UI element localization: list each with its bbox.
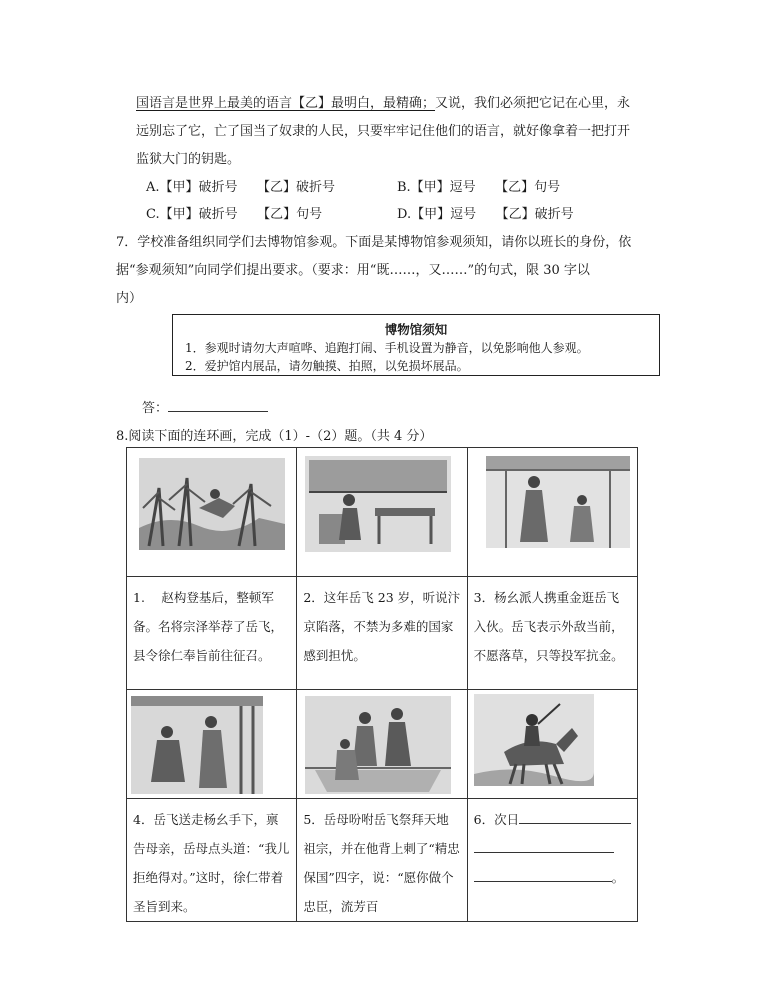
passage-line-3: 监狱大门的钥匙。 [136,152,241,167]
answer-blank[interactable] [168,411,268,412]
comic-cell-image-4 [127,690,297,799]
q7-line-1: 7．学校准备组织同学们去博物馆参观。下面是某博物馆参观须知，请你以班长的身份，依 [116,235,632,250]
option-b: B.【甲】逗号 【乙】句号 [397,180,561,195]
q7-line-2: 据“参观须知”向同学们提出要求。（要求：用“既……，又……”的句式，限 30 字以 [116,263,590,278]
comic-caption-3: 3．杨幺派人携重金逛岳飞入伙。岳飞表示外敌当前，不愿落草，只等投军抗金。 [473,590,624,663]
comic-caption-2: 2．这年岳飞 23 岁，听说汴京陷落，不禁为多难的国家感到担忧。 [303,590,461,663]
caption-6-blank-3[interactable] [474,881,612,882]
comic-illustration-4 [131,696,263,794]
q7-line-3: 内） [116,291,143,306]
comic-caption-cell-3 [467,577,637,690]
notice-item-2: 2．爱护馆内展品，请勿触摸、拍照，以免损坏展品。 [185,359,469,373]
passage-underlined-text: 国语言是世界上最美的语言【乙】最明白，最精确； [136,96,436,111]
comic-strip-table [126,447,638,922]
comic-caption-cell-5 [297,799,467,922]
comic-caption-cell-6 [467,799,637,922]
q7-answer [142,397,268,416]
passage-line-1-rest: 又说，我们必须把它记在心里，永 [435,96,631,111]
caption-6-blank-1[interactable] [519,823,631,824]
passage-line-2: 远别忘了它，亡了国当了奴隶的人民，只要牢牢记住他们的语言，就好像拿着一把打开 [136,124,631,139]
comic-cell-image-6 [467,690,637,799]
notice-title: 博物馆须知 [384,322,448,337]
option-a: A.【甲】破折号 【乙】破折号 [146,180,336,195]
comic-illustration-1 [139,458,285,550]
comic-caption-6 [468,799,637,892]
comic-illustration-2 [305,456,451,552]
comic-caption-cell-1 [127,577,297,690]
comic-caption-cell-4 [127,799,297,922]
comic-illustration-5 [305,696,451,794]
comic-caption-1: 1. 赵构登基后，整顿军备。名将宗泽举荐了岳飞，县令徐仁奉旨前往征召。 [133,590,284,663]
museum-notice-box [172,314,660,376]
comic-cell-image-5 [297,690,467,799]
comic-caption-5: 5．岳母吩咐岳飞祭拜天地祖宗，并在他背上刺了“精忠保国”四字，说：“愿你做个忠臣，流芳百 [303,812,460,914]
comic-caption-cell-2 [297,577,467,690]
comic-illustration-3 [486,456,630,548]
comic-caption-4: 4．岳飞送走杨幺手下，禀告母亲，岳母点头道：“我儿拒绝得对。”这时，徐仁带着圣旨到来。 [133,812,290,914]
option-c: C.【甲】破折号 【乙】句号 [146,207,323,222]
comic-illustration-6 [474,694,594,786]
caption-6-text: 6．次日 [473,812,520,827]
comic-cell-image-3 [467,448,637,577]
caption-6-end: 。 [611,870,625,885]
comic-cell-image-1 [127,448,297,577]
comic-cell-image-2 [297,448,467,577]
answer-label: 答： [142,401,169,416]
option-d: D.【甲】逗号 【乙】破折号 [397,207,574,222]
passage-line-1 [136,92,630,111]
notice-item-1: 1．参观时请勿大声喧哗、追跑打闹、手机设置为静音，以免影响他人参观。 [185,341,589,355]
q8-title: 8.阅读下面的连环画，完成（1）-（2）题。（共 4 分） [116,429,433,444]
caption-6-blank-2[interactable] [474,852,614,853]
